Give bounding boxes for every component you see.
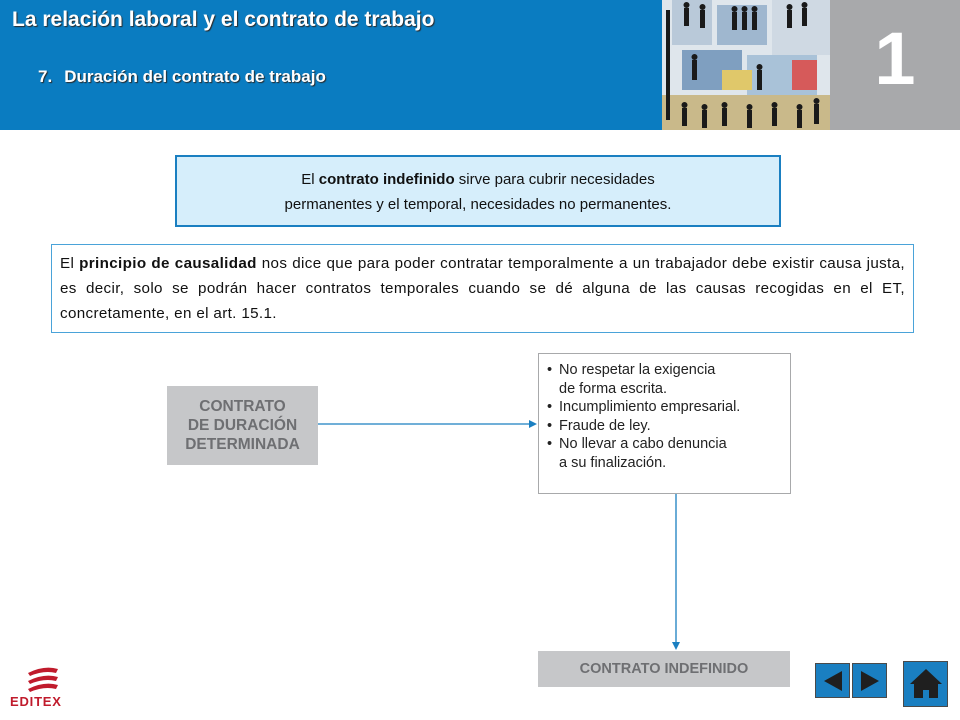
principle-text: nos dice que para poder contratar temporalmente a un trabajador debe existir causa justa, es decir, solo se podrán hacer contratos temporales cuando se dé alguna de las causas recogidas en el ET, concretamente, en el art. 15.1.	[60, 255, 905, 322]
home-button[interactable]	[903, 661, 948, 707]
home-icon	[908, 666, 944, 702]
arrowhead-down	[672, 642, 680, 650]
next-slide-button[interactable]	[852, 663, 887, 698]
bullet: •	[547, 417, 553, 434]
cause-text: a su finalización.	[559, 454, 667, 471]
editex-logo-text: EDITEX	[10, 694, 62, 709]
bullet: •	[547, 436, 553, 453]
definition-line-2: permanentes y el temporal, necesidades no permanentes.	[284, 196, 672, 213]
editex-logo	[10, 665, 80, 710]
previous-slide-button[interactable]	[815, 663, 850, 698]
cause-item	[547, 417, 782, 436]
fixed-term-label-line: DE DURACIÓN	[187, 417, 298, 434]
cause-text: Incumplimiento empresarial.	[559, 399, 741, 416]
bullet: •	[547, 399, 553, 416]
section-number: 7.	[38, 67, 53, 86]
cause-text: de forma escrita.	[559, 380, 667, 397]
cause-text: No respetar la exigencia	[559, 362, 716, 378]
triangle-right-icon	[859, 669, 881, 693]
cause-item	[547, 398, 782, 417]
cause-item	[547, 361, 782, 380]
cause-item	[547, 435, 782, 454]
fixed-term-contract-box	[167, 386, 318, 465]
editex-logo-mark	[24, 665, 64, 693]
triangle-left-icon	[822, 669, 844, 693]
arrowhead-right	[529, 420, 537, 428]
definition-text: sirve para cubrir necesidades	[454, 171, 655, 188]
principle-term: principio de causalidad	[79, 255, 257, 272]
section-title: Duración del contrato de trabajo	[64, 67, 326, 86]
chapter-number: 1	[874, 17, 916, 100]
causes-box	[538, 353, 791, 494]
definition-text: El	[301, 171, 319, 188]
bullet: •	[547, 362, 553, 378]
cause-text: No llevar a cabo denuncia	[559, 436, 727, 453]
fixed-term-label-line: DETERMINADA	[185, 436, 300, 453]
principle-text: El	[60, 255, 80, 272]
cause-text: Fraude de ley.	[559, 417, 651, 434]
indefinite-contract-box: CONTRATO INDEFINIDO	[538, 651, 790, 687]
fixed-term-label-line: CONTRATO	[199, 398, 286, 415]
page-title: La relación laboral y el contrato de trabajo	[12, 8, 435, 31]
definition-term: contrato indefinido	[318, 171, 455, 188]
